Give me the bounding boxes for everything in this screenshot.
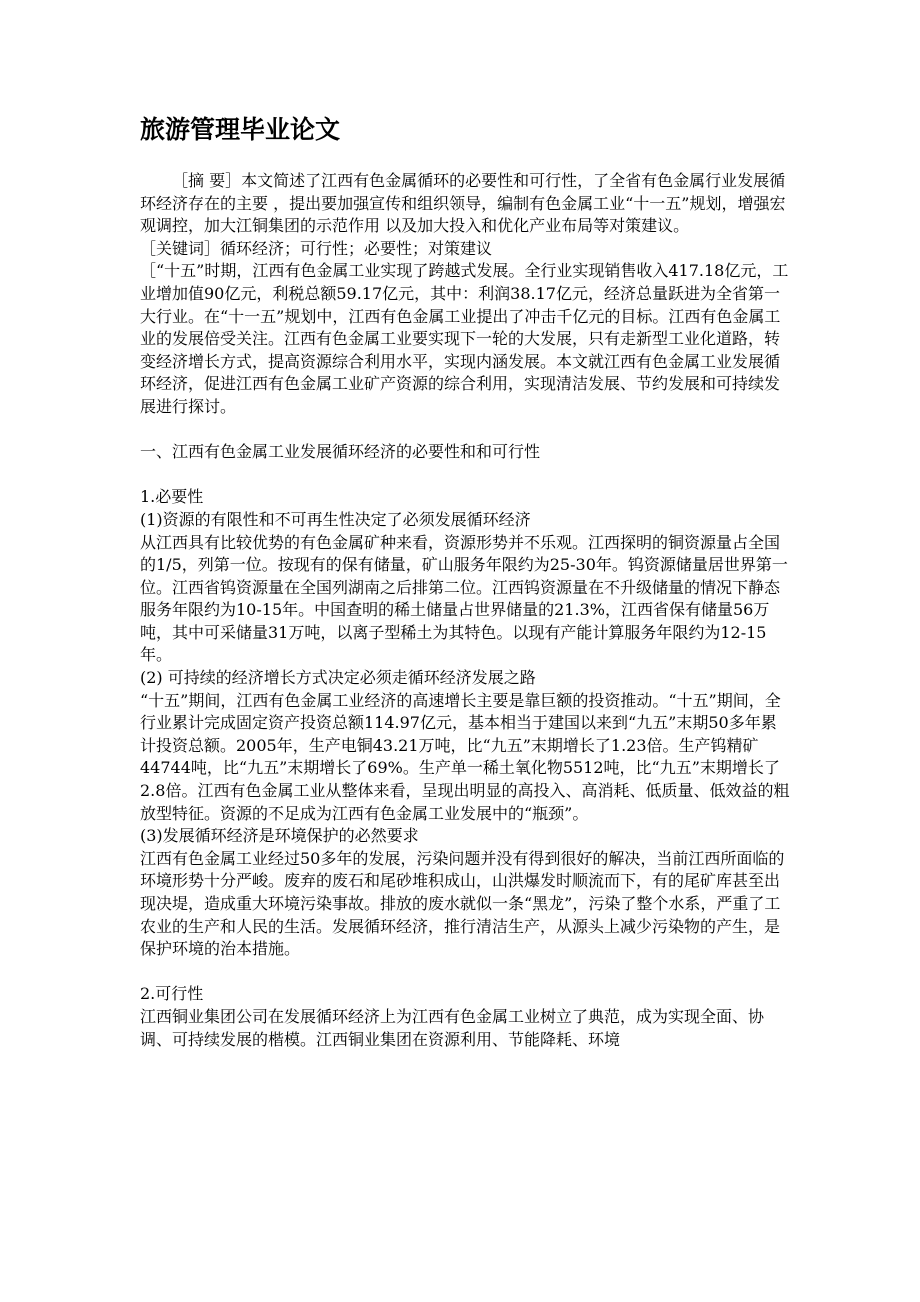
point-paragraph: 江西有色金属工业经过50多年的发展，污染问题并没有得到很好的解决，当前江西所面临的环境形势十分严峻。废弃的废石和尾砂堆积成山，山洪爆发时顺流而下，有的尾矿库甚至出现决堤，造成重大环境污染事故。排放的废水就似一条“黑龙”，污染了整个水系，严重了工农业的生产和人民的生活。发展循环经济，推行清洁生产，从源头上减少污染物的产生，是保护环境的治本措施。 (140, 848, 785, 959)
spacer (140, 961, 790, 984)
point-heading: (3)发展循环经济是环境保护的必然要求 (140, 826, 419, 846)
document-page (140, 110, 790, 1051)
subsection-paragraph: 江西铜业集团公司在发展循环经济上为江西有色金属工业树立了典范，成为实现全面、协调、可持续发展的楷模。江西铜业集团在资源利用、节能降耗、环境 (140, 1006, 765, 1049)
section-heading: 一、江西有色金属工业发展循环经济的必要性和和可行性 (140, 442, 541, 462)
abstract-paragraph: ［摘 要］本文简述了江西有色金属循环的必要性和可行性，了全省有色金属行业发展循环经济存在的主要 ，提出要加强宣传和组织领导，编制有色金属工业“十一五”规划，增强宏观调控，加大江铜集团的示范作用 以及加大投入和优化产业布局等对策建议。 (140, 171, 786, 236)
point-paragraph: “十五”期间，江西有色金属工业经济的高速增长主要是靠巨额的投资推动。“十五”期间，全行业累计完成固定资产投资总额114.97亿元，基本相当于建国以来到“九五”末期50多年累计投资总额。2005年，生产电铜43.21万吨，比“九五”末期增长了1.23倍。生产钨精矿44744吨，比“九五”末期增长了69%。生产单一稀土氧化物5512吨，比“九五”末期增长了2.8倍。江西有色金属工业从整体来看，呈现出明显的高投入、高消耗、低质量、低效益的粗放型特征。资源的不足成为江西有色金属工业发展中的“瓶颈”。 (140, 690, 790, 823)
spacer (140, 464, 790, 487)
subsection-heading: 1.必要性 (140, 487, 204, 507)
document-title: 旅游管理毕业论文 (140, 115, 341, 144)
spacer (140, 419, 790, 442)
intro-paragraph: ［“十五”时期，江西有色金属工业实现了跨越式发展。全行业实现销售收入417.18亿元，工业增加值90亿元，利税总额59.17亿元，其中：利润38.17亿元，经济总量跃进为全省第一大行业。在“十一五”规划中，江西有色金属工业提出了冲击千亿元的目标。江西有色金属工业的发展倍受关注。江西有色金属工业要实现下一轮的大发展，只有走新型工业化道路，转变经济增长方式，提高资源综合利用水平，实现内涵发展。本文就江西有色金属工业发展循环经济，促进江西有色金属工业矿产资源的综合利用，实现清洁发展、节约发展和可持续发展进行探讨。 (140, 261, 789, 416)
keywords-line: ［关键词］循环经济；可行性；必要性；对策建议 (140, 238, 493, 258)
point-paragraph: 从江西具有比较优势的有色金属矿种来看，资源形势并不乐观。江西探明的铜资源量占全国的1/5，列第一位。按现有的保有储量，矿山服务年限约为25-30年。钨资源储量居世界第一位。江西省钨资源量在全国列湖南之后排第二位。江西钨资源量在不升级储量的情况下静态服务年限约为10-15年。中国查明的稀土储量占世界储量的21.3%，江西省保有储量56万吨，其中可采储量31万吨，以离子型稀土为其特色。以现有产能计算服务年限约为12-15年。 (140, 532, 788, 665)
subsection-heading: 2.可行性 (140, 984, 204, 1004)
point-heading: (2) 可持续的经济增长方式决定必须走循环经济发展之路 (140, 668, 536, 688)
point-heading: (1)资源的有限性和不可再生性决定了必须发展循环经济 (140, 509, 531, 529)
